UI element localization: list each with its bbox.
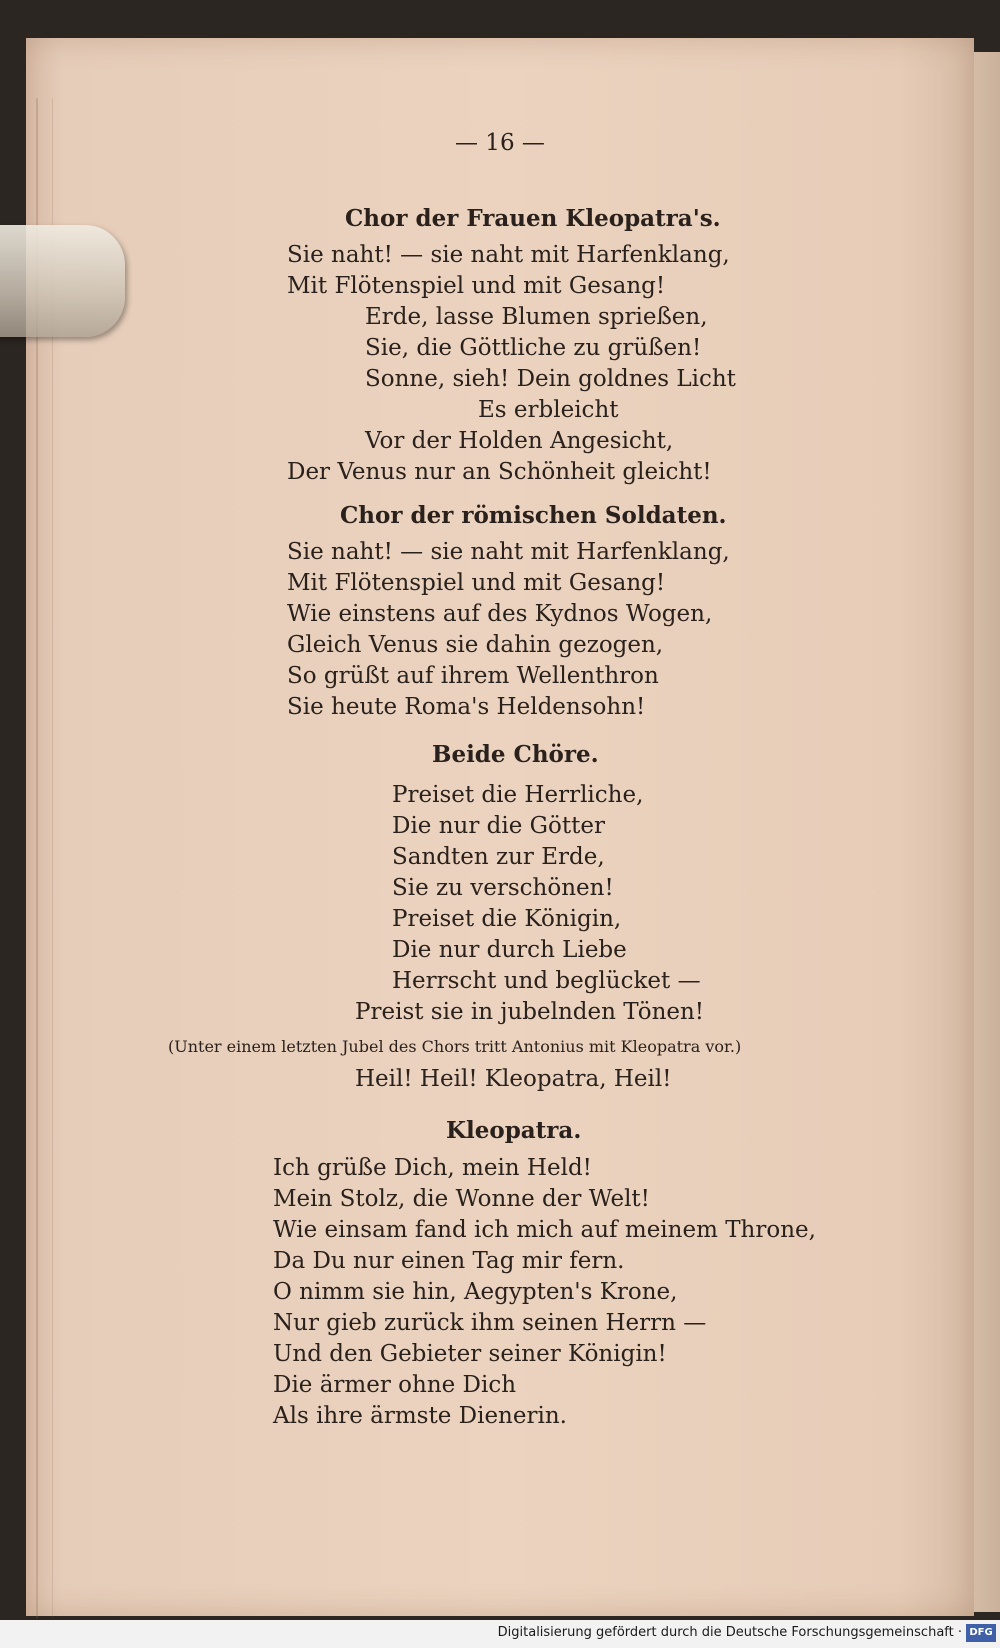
verse-line: Als ihre ärmste Dienerin. (273, 1403, 567, 1429)
verse-line: Sie zu verschönen! (392, 875, 614, 901)
stage-direction: (Unter einem letzten Jubel des Chors tritt Antonius mit Kleopatra vor.) (168, 1037, 742, 1056)
digitization-footer (0, 1620, 1000, 1648)
verse-line: Die ärmer ohne Dich (273, 1372, 517, 1398)
verse-line: Mein Stolz, die Wonne der Welt! (273, 1186, 650, 1212)
verse-line: Sandten zur Erde, (392, 844, 605, 870)
verse-line: Sie, die Göttliche zu grüßen! (365, 335, 702, 361)
verse-line: Da Du nur einen Tag mir fern. (273, 1248, 625, 1274)
verse-line: Preist sie in jubelnden Tönen! (355, 999, 705, 1025)
verse-line: Gleich Venus sie dahin gezogen, (287, 632, 664, 658)
verse-line: Herrscht und beglücket — (392, 968, 701, 994)
verse-line: Preiset die Herrliche, (392, 782, 644, 808)
verse-line: Die nur die Götter (392, 813, 605, 839)
verse-line: Sonne, sieh! Dein goldnes Licht (365, 366, 736, 392)
verse-line: Sie heute Roma's Heldensohn! (287, 694, 646, 720)
heading-chor-soldaten: Chor der römischen Soldaten. (340, 502, 727, 529)
verse-line: Und den Gebieter seiner Königin! (273, 1341, 667, 1367)
verse-line: Preiset die Königin, (392, 906, 622, 932)
verse-line: So grüßt auf ihrem Wellenthron (287, 663, 659, 689)
heading-beide-choere: Beide Chöre. (432, 741, 599, 768)
heading-kleopatra: Kleopatra. (446, 1117, 582, 1144)
verse-line: Erde, lasse Blumen sprießen, (365, 304, 708, 330)
verse-line: Die nur durch Liebe (392, 937, 627, 963)
verse-line: Nur gieb zurück ihm seinen Herrn — (273, 1310, 707, 1336)
verse-line: Wie einsam fand ich mich auf meinem Throne, (273, 1217, 816, 1243)
verse-line: Vor der Holden Angesicht, (365, 428, 674, 454)
verse-line: Ich grüße Dich, mein Held! (273, 1155, 592, 1181)
verse-line: Wie einstens auf des Kydnos Wogen, (287, 601, 713, 627)
footer-credit: Digitalisierung gefördert durch die Deutsche Forschungsgemeinschaft · (497, 1625, 962, 1640)
verse-line: Sie naht! — sie naht mit Harfenklang, (287, 539, 730, 565)
dfg-logo-icon: DFG (966, 1624, 996, 1642)
verse-line: Der Venus nur an Schönheit gleicht! (287, 459, 712, 485)
heading-chor-frauen: Chor der Frauen Kleopatra's. (345, 205, 721, 232)
verse-line: Mit Flötenspiel und mit Gesang! (287, 570, 666, 596)
verse-line: Es erbleicht (478, 397, 619, 423)
verse-line: O nimm sie hin, Aegypten's Krone, (273, 1279, 678, 1305)
page-number: — 16 — (455, 130, 545, 156)
verse-line: Sie naht! — sie naht mit Harfenklang, (287, 242, 730, 268)
verse-line: Heil! Heil! Kleopatra, Heil! (355, 1066, 672, 1092)
verse-line: Mit Flötenspiel und mit Gesang! (287, 273, 666, 299)
